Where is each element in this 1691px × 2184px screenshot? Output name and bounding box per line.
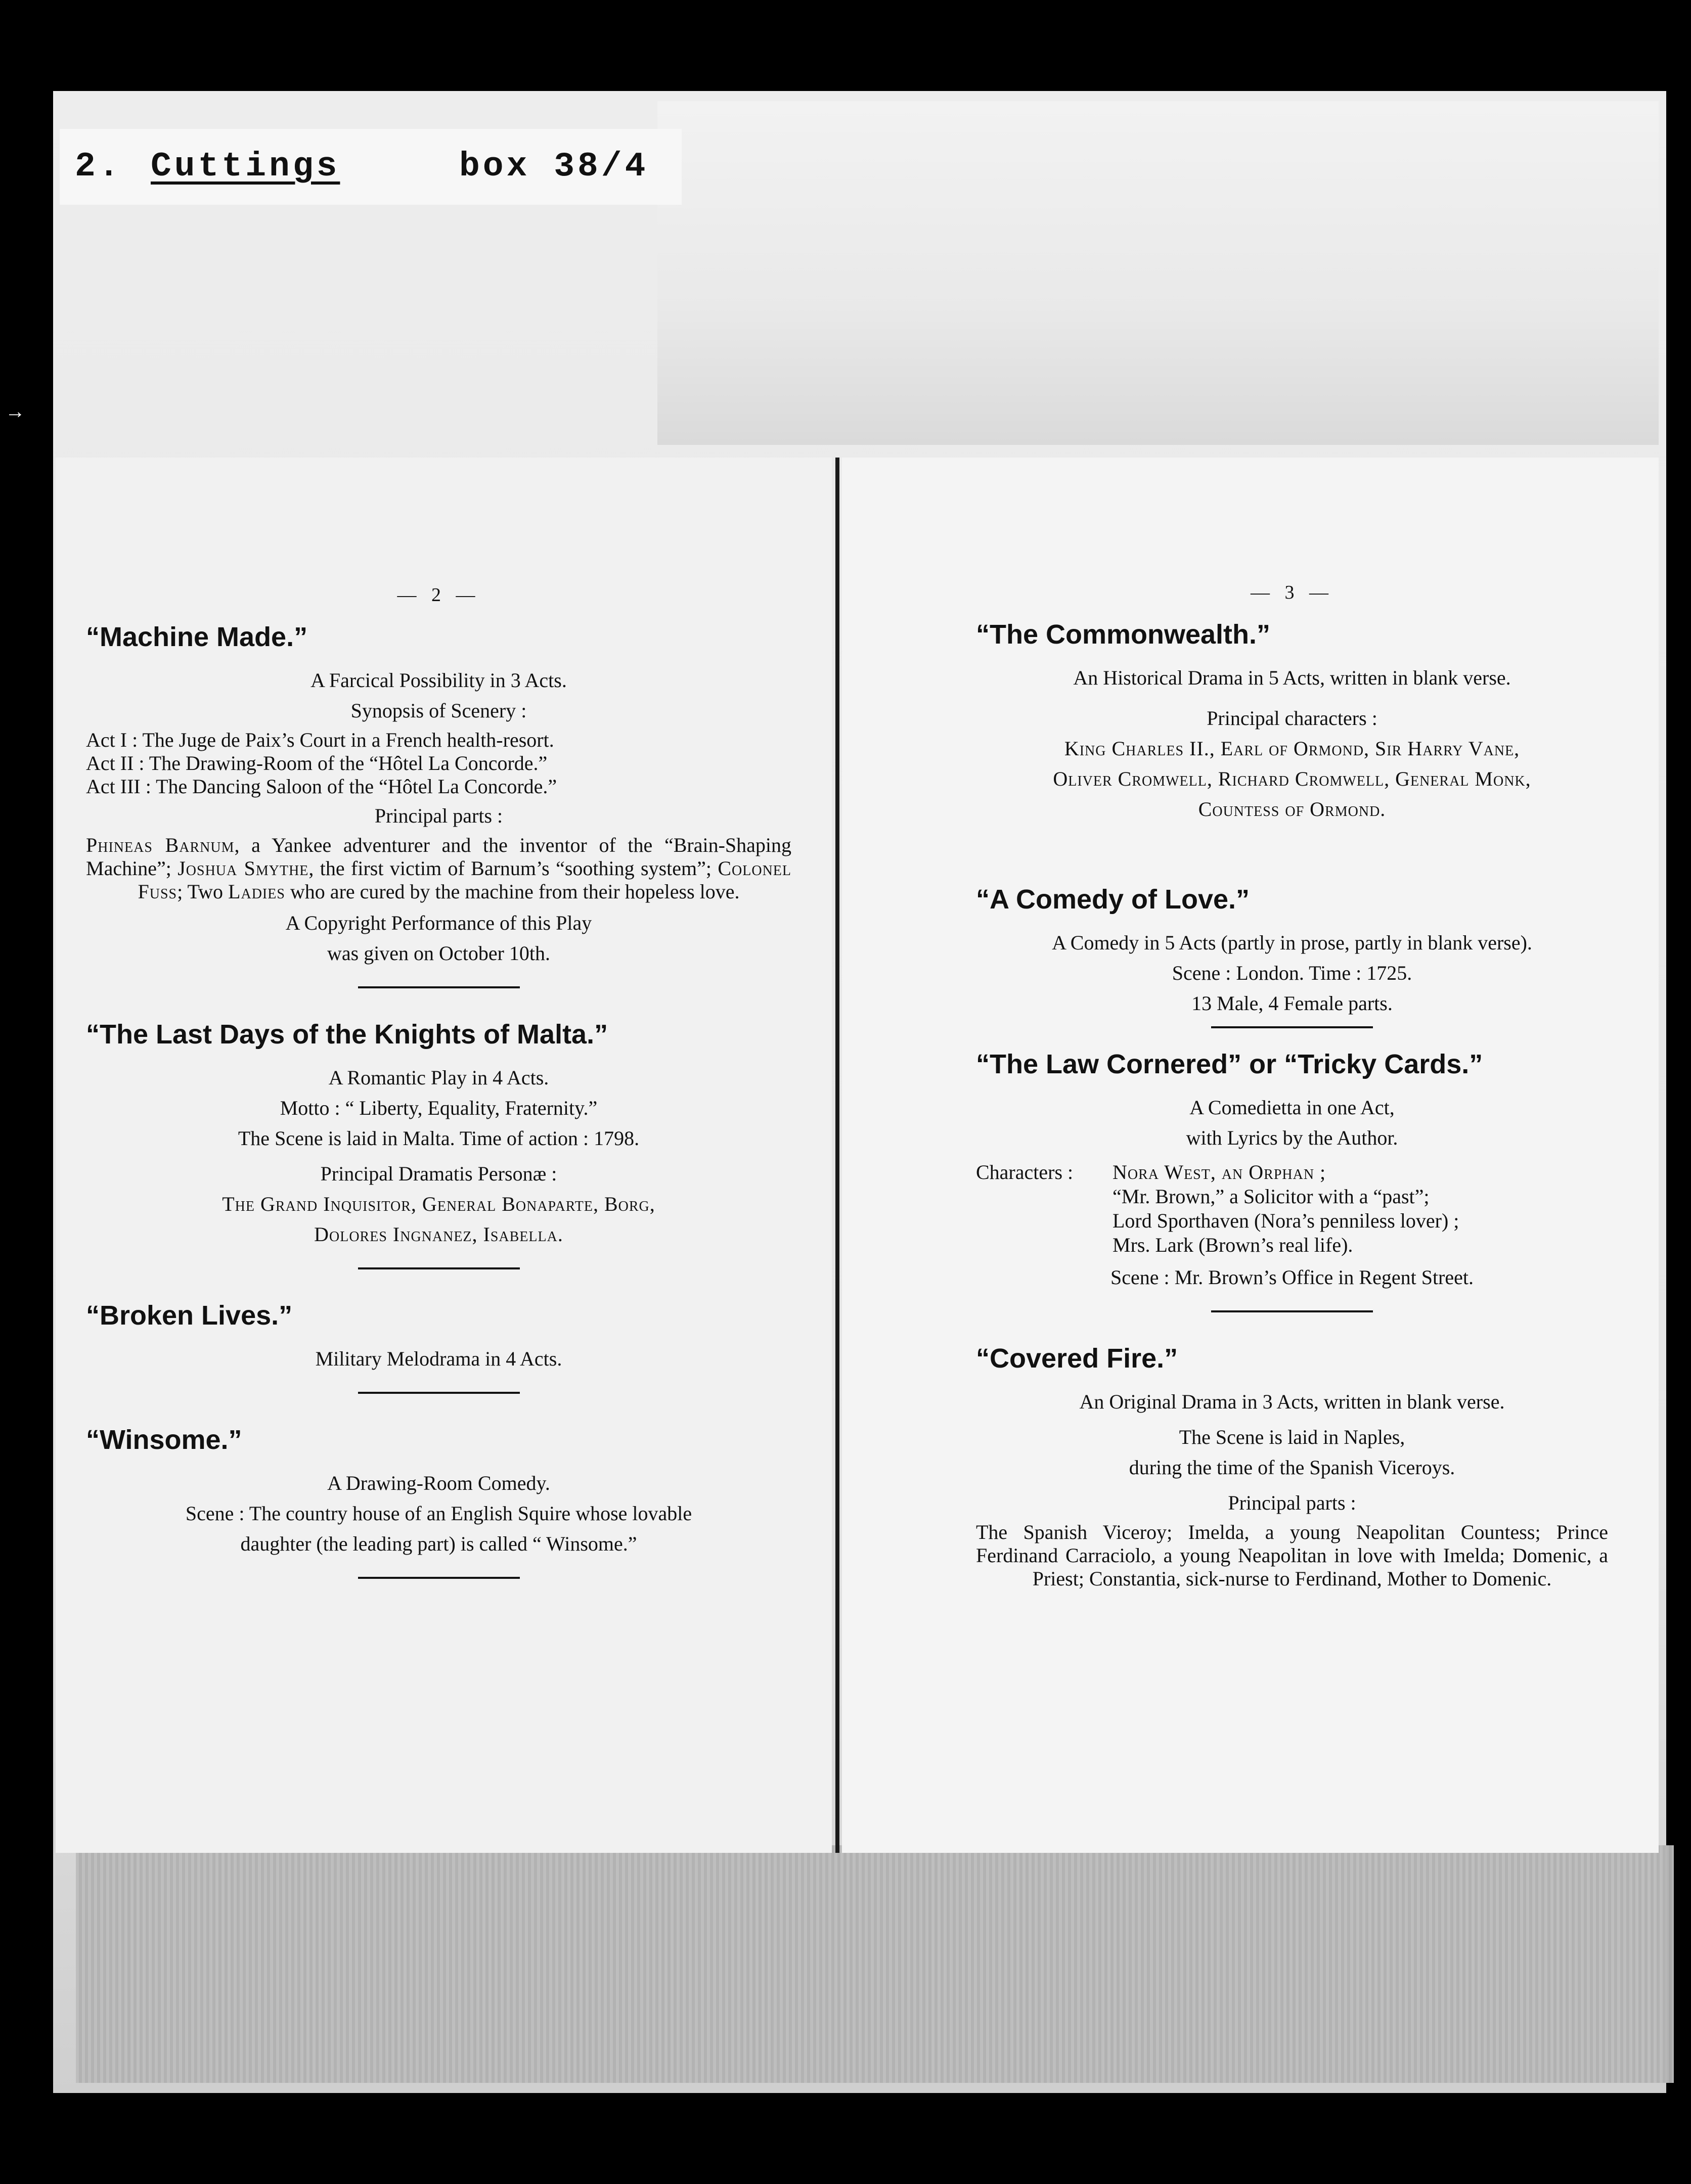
play-subtitle: A Farcical Possibility in 3 Acts. bbox=[310, 669, 567, 692]
parts-heading: Principal parts : bbox=[374, 804, 503, 827]
play-motto: Motto : “ Liberty, Equality, Fraternity.” bbox=[280, 1097, 598, 1119]
character-desc: ; Two bbox=[177, 880, 229, 903]
mount-board-bottom bbox=[76, 1845, 1674, 2083]
play-scene: Scene : London. Time : 1725. bbox=[1172, 962, 1412, 984]
play-title: “The Law Cornered” or “Tricky Cards.” bbox=[976, 1049, 1483, 1079]
personae-heading: Principal Dramatis Personæ : bbox=[320, 1162, 557, 1185]
personae-list: The Grand Inquisitor, General Bonaparte, Borg, bbox=[222, 1193, 655, 1215]
characters-heading: Principal characters : bbox=[1207, 707, 1377, 730]
play-subtitle: A Drawing-Room Comedy. bbox=[327, 1472, 550, 1494]
play-scene: during the time of the Spanish Viceroys. bbox=[1129, 1456, 1455, 1479]
backing-paper bbox=[657, 101, 1659, 445]
section-rule bbox=[358, 1267, 520, 1269]
character-name: Phineas Barnum bbox=[86, 834, 235, 856]
character-name: Joshua Smythe bbox=[177, 857, 309, 880]
character-desc: who are cured by the machine from their hopeless love. bbox=[285, 880, 740, 903]
play-title: “The Commonwealth.” bbox=[976, 619, 1271, 650]
play-title: “Winsome.” bbox=[86, 1425, 242, 1455]
play-title: “Machine Made.” bbox=[86, 622, 308, 652]
section-rule bbox=[358, 986, 520, 988]
play-scene: Scene : Mr. Brown’s Office in Regent Street. bbox=[1110, 1266, 1474, 1289]
play-title: “Covered Fire.” bbox=[976, 1343, 1178, 1374]
play-subtitle: A Comedy in 5 Acts (partly in prose, partly in blank verse). bbox=[1052, 931, 1532, 954]
page-number: — 2 — bbox=[397, 584, 480, 606]
copyright-note: was given on October 10th. bbox=[327, 942, 550, 965]
edge-arrow-icon: → bbox=[5, 400, 25, 423]
act-line: Act III : The Dancing Saloon of the “Hôtel La Concorde.” bbox=[86, 775, 557, 798]
character-name: Colonel Fuss bbox=[138, 857, 792, 903]
play-subtitle: A Romantic Play in 4 Acts. bbox=[328, 1066, 549, 1089]
play-scene: Scene : The country house of an English Squire whose lovable bbox=[185, 1502, 692, 1525]
play-subtitle: A Comedietta in one Act, bbox=[1189, 1096, 1395, 1119]
label-word: Cuttings bbox=[151, 147, 340, 186]
character-name: Ladies bbox=[228, 880, 285, 903]
play-subtitle: Military Melodrama in 4 Acts. bbox=[315, 1347, 562, 1370]
section-rule bbox=[1211, 1026, 1373, 1028]
play-subtitle: An Original Drama in 3 Acts, written in blank verse. bbox=[1079, 1390, 1505, 1413]
parts-text: The Spanish Viceroy; Imelda, a young Neapolitan Countess; Prince Ferdinand Carraciolo, a young Neapolitan in love with Imelda; Domenic, a Priest; Constantia, sick-nurse to Ferdinand, Mother to Domenic. bbox=[976, 1521, 1608, 1590]
parts-heading: Principal parts : bbox=[1228, 1491, 1356, 1514]
character-desc: , a Yankee adventurer and the inventor of the “Brain-Shaping Machine”; bbox=[86, 834, 791, 880]
character-entry: Lord Sporthaven (Nora’s penniless lover) ; bbox=[1112, 1209, 1459, 1232]
play-scene: The Scene is laid in Naples, bbox=[1179, 1426, 1405, 1448]
cuttings-label bbox=[60, 129, 682, 205]
characters-list: King Charles II., Earl of Ormond, Sir Harry Vane, bbox=[1064, 737, 1520, 760]
play-parts: 13 Male, 4 Female parts. bbox=[1191, 992, 1393, 1015]
play-title: “A Comedy of Love.” bbox=[976, 884, 1250, 915]
label-box: box 38/4 bbox=[459, 147, 649, 186]
page-gutter bbox=[835, 458, 839, 1853]
character-entry: Nora West, an Orphan ; bbox=[1112, 1161, 1326, 1184]
personae-list: Dolores Ingnanez, Isabella. bbox=[314, 1223, 563, 1246]
play-scene: The Scene is laid in Malta. Time of action : 1798. bbox=[238, 1127, 640, 1150]
play-subtitle: with Lyrics by the Author. bbox=[1186, 1126, 1398, 1149]
page-number: — 3 — bbox=[1251, 582, 1333, 603]
copyright-note: A Copyright Performance of this Play bbox=[285, 912, 592, 934]
label-number: 2. bbox=[75, 147, 122, 186]
characters-label: Characters : bbox=[976, 1161, 1074, 1184]
parts-text bbox=[86, 834, 791, 903]
character-desc: , the first victim of Barnum’s “soothing system”; bbox=[308, 857, 718, 880]
cast-list bbox=[976, 1161, 1608, 1258]
characters-list: Oliver Cromwell, Richard Cromwell, General Monk, bbox=[1053, 767, 1531, 790]
play-title: “The Last Days of the Knights of Malta.” bbox=[86, 1019, 608, 1050]
page-left bbox=[56, 458, 832, 1853]
character-entry: Mrs. Lark (Brown’s real life). bbox=[1112, 1234, 1353, 1256]
character-entry: “Mr. Brown,” a Solicitor with a “past”; bbox=[1112, 1185, 1430, 1208]
play-title: “Broken Lives.” bbox=[86, 1300, 293, 1331]
play-subtitle: An Historical Drama in 5 Acts, written in blank verse. bbox=[1073, 666, 1511, 689]
play-scene: daughter (the leading part) is called “ Winsome.” bbox=[240, 1532, 637, 1555]
section-rule bbox=[358, 1577, 520, 1579]
page-right bbox=[842, 458, 1659, 1853]
characters-list: Countess of Ormond. bbox=[1198, 798, 1386, 821]
section-rule bbox=[358, 1392, 520, 1394]
act-line: Act II : The Drawing-Room of the “Hôtel La Concorde.” bbox=[86, 752, 548, 775]
act-line: Act I : The Juge de Paix’s Court in a French health-resort. bbox=[86, 729, 554, 751]
synopsis-heading: Synopsis of Scenery : bbox=[350, 699, 527, 722]
section-rule bbox=[1211, 1310, 1373, 1312]
